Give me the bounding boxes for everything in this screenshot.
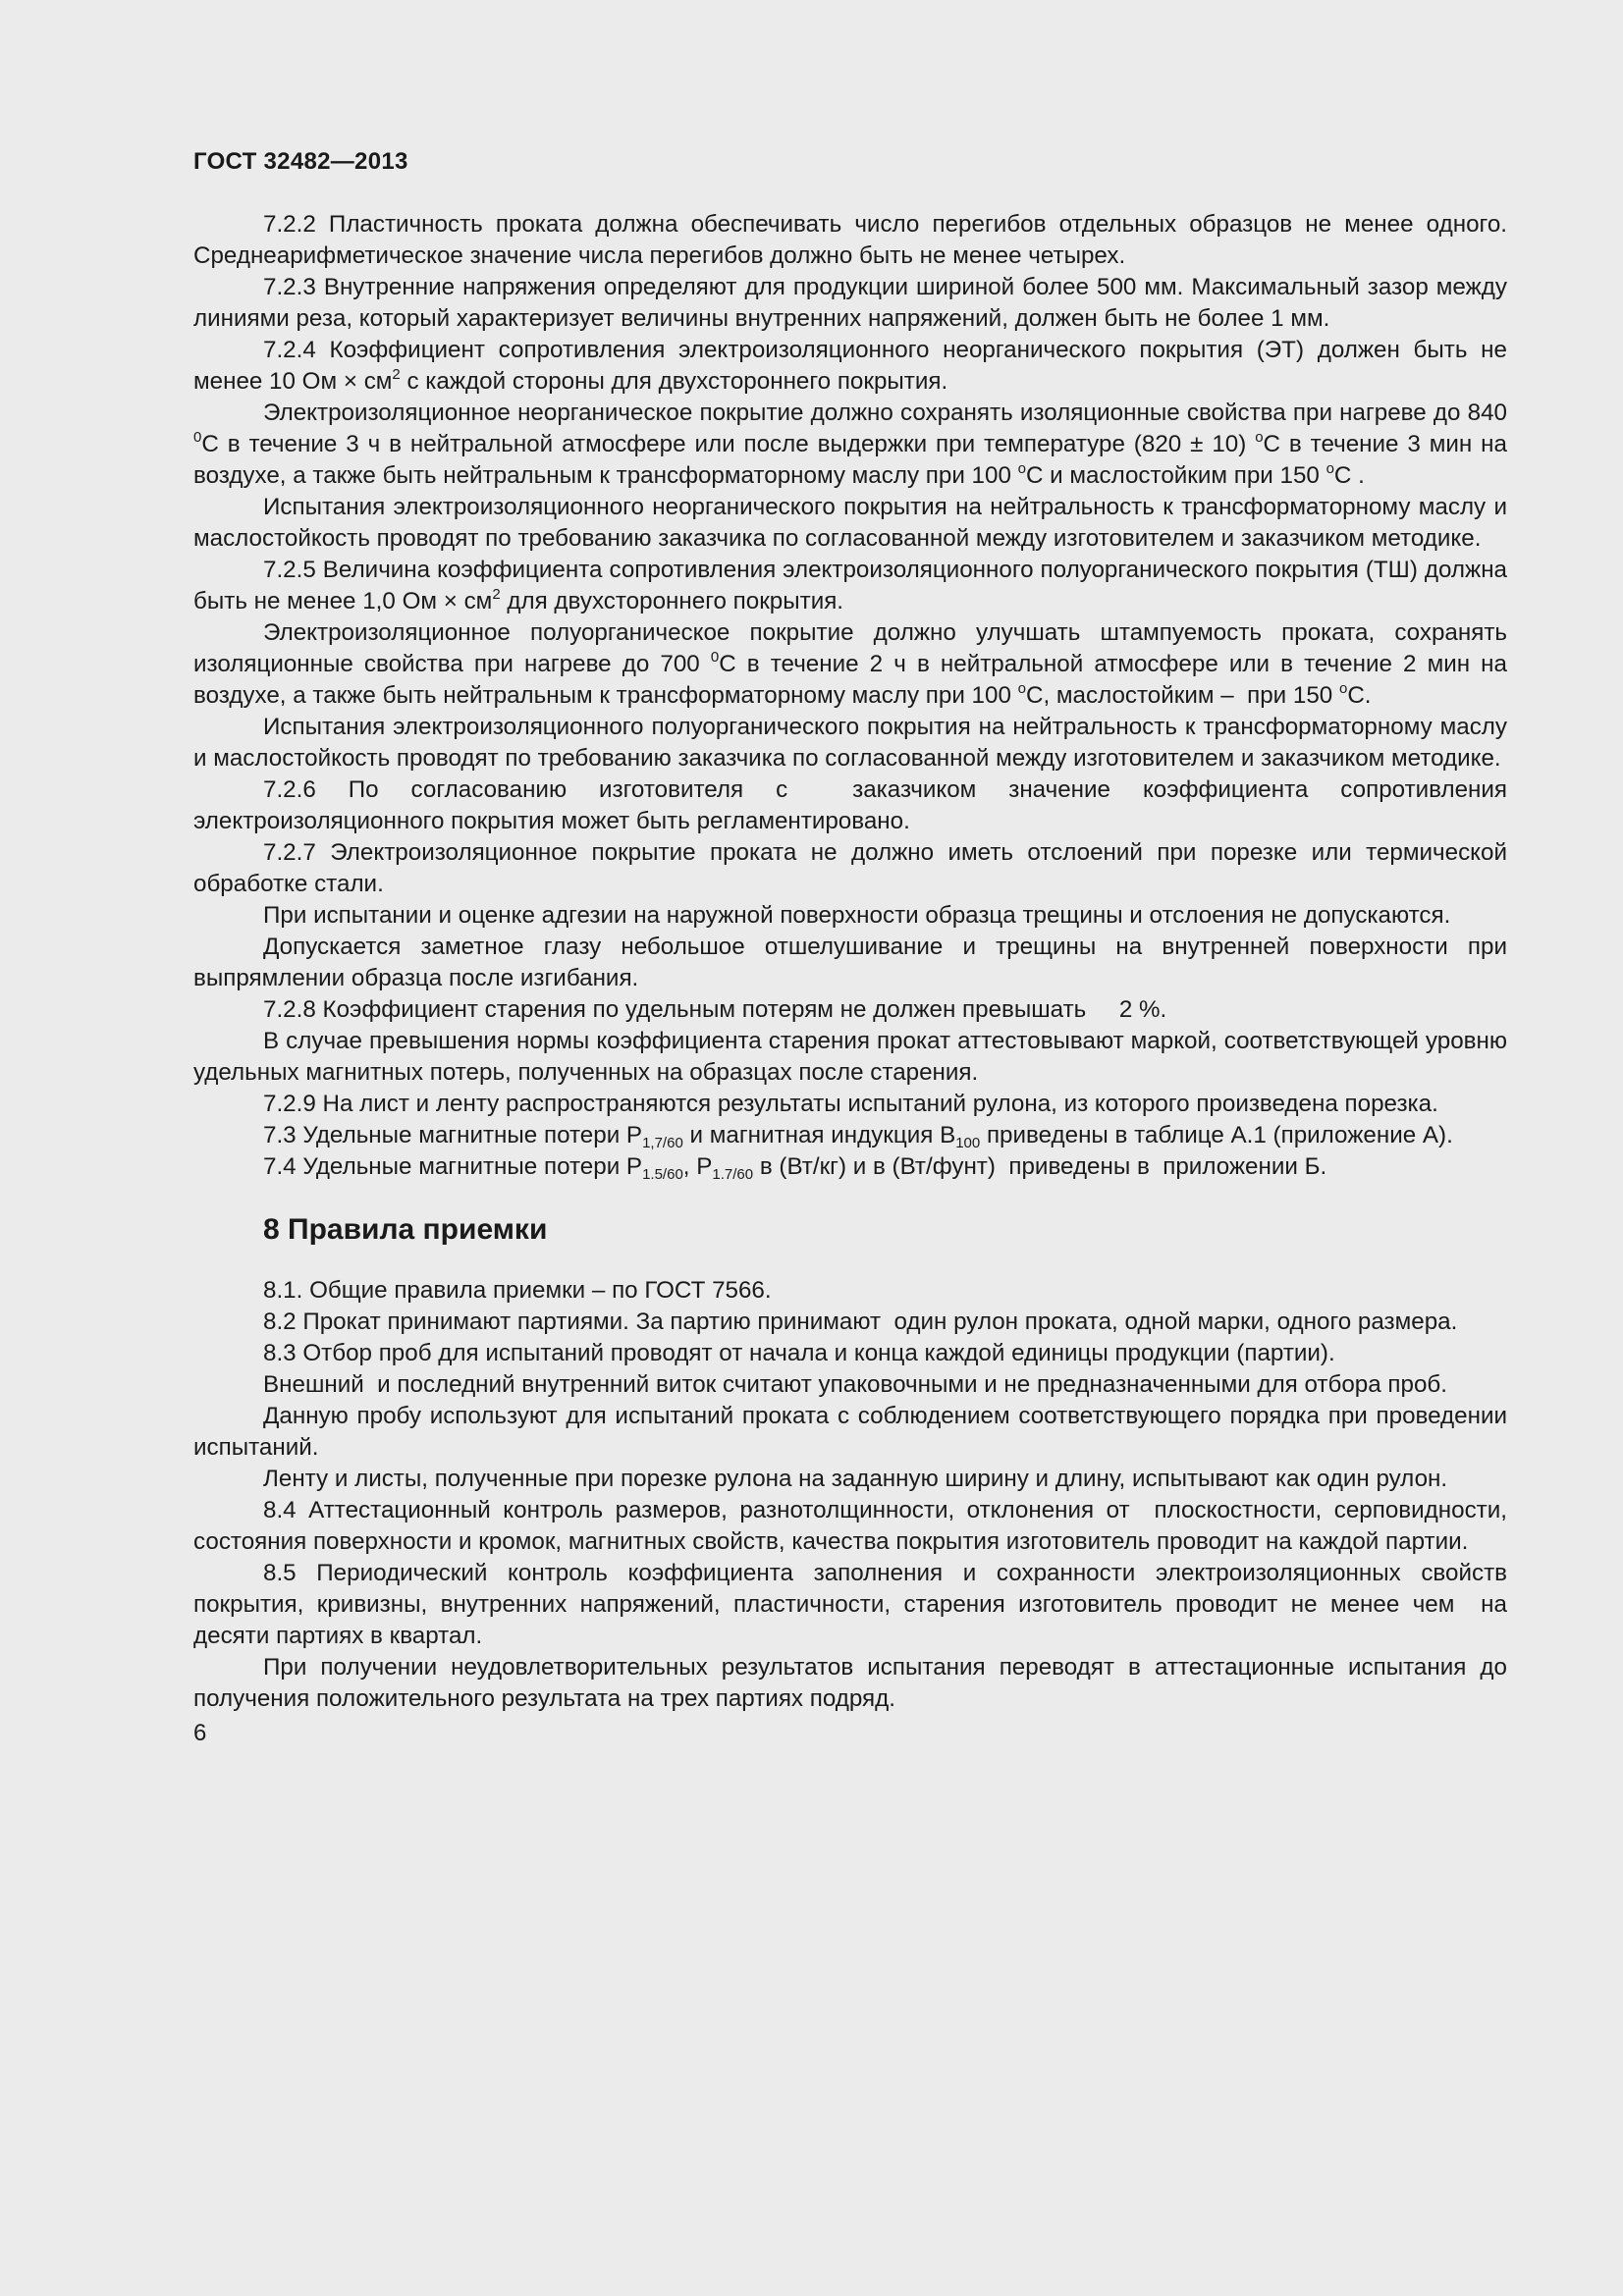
section-8-title: 8 Правила приемки xyxy=(263,1213,548,1246)
paragraph-7-2-5: 7.2.5 Величина коэффициента сопротивления электроизоляционного полуорганического покрытия (ТШ) должна быть не менее 1,0 Ом × $см^2$ для двухстороннего покрытия. xyxy=(193,557,1514,614)
paragraph-inorganic-coating: Электроизоляционное неорганическое покрытие должно сохранять изоляционные свойства при нагреве до 840 $^0$С в течение 3 ч в нейтральной атмосфере или после выдержки при температуре (820 ± 10) $^о$С в течение 3 мин на воздухе, а также быть нейтральным к трансформаторному маслу при 100 $^о$С и маслостойким при 150 $^о$С . xyxy=(193,400,1514,489)
paragraph-7-4: 7.4 Удельные магнитные потери $Р_{1.5/60}$, $Р_{1.7/60}$ в (Вт/кг) и в (Вт/фунт) приведены в приложении Б. xyxy=(263,1153,1327,1183)
paragraph-7-2-7: 7.2.7 Электроизоляционное покрытие проката не должно иметь отслоений при порезке или термической обработке стали. xyxy=(193,839,1514,897)
page-number: 6 xyxy=(193,1720,207,1746)
document-page xyxy=(193,147,1528,1748)
paragraph-sample-use: Данную пробу используют для испытаний проката с соблюдением соответствующего порядка при проведении испытаний. xyxy=(193,1403,1514,1461)
paragraph-strip-sheets: Ленту и листы, полученные при порезке рулона на заданную ширину и длину, испытывают как один рулон. xyxy=(263,1466,1448,1492)
paragraph-8-3: 8.3 Отбор проб для испытаний проводят от начала и конца каждой единицы продукции (партии). xyxy=(263,1340,1335,1366)
paragraph-aging: В случае превышения нормы коэффициента старения прокат аттестовывают маркой, соответствующей уровню удельных магнитных потерь, полученных на образцах после старения. xyxy=(193,1028,1514,1086)
paragraph-7-3: 7.3 Удельные магнитные потери $Р_{1,7/60}$ и магнитная индукция $В_{100}$ приведены в таблице А.1 (приложение А). xyxy=(263,1122,1453,1151)
paragraph-7-2-9: 7.2.9 На лист и ленту распространяются результаты испытаний рулона, из которого произведена порезка. xyxy=(263,1091,1438,1117)
document-header: ГОСТ 32482—2013 xyxy=(193,148,408,175)
paragraph-7-2-4: 7.2.4 Коэффициент сопротивления электроизоляционного неорганического покрытия (ЭТ) должен быть не менее 10 Ом × $см^2$ с каждой стороны для двухстороннего покрытия. xyxy=(193,337,1514,395)
paragraph-7-2-6: 7.2.6 По согласованию изготовителя с заказчиком значение коэффициента сопротивления электроизоляционного покрытия может быть регламентировано. xyxy=(193,776,1514,834)
paragraph-8-5: 8.5 Периодический контроль коэффициента заполнения и сохранности электроизоляционных свойств покрытия, кривизны, внутренних напряжений, пластичности, старения изготовитель проводит не менее чем на десяти партиях в квартал. xyxy=(193,1560,1514,1649)
paragraph-semiorganic-tests: Испытания электроизоляционного полуорганического покрытия на нейтральность к трансформаторному маслу и маслостойкость проводят по требованию заказчика по согласованной между изготовителем и заказчиком методике. xyxy=(193,714,1514,772)
paragraph-unsatisfactory: При получении неудовлетворительных результатов испытания переводят в аттестационные испытания до получения положительного результата на трех партиях подряд. xyxy=(193,1654,1514,1712)
paragraph-7-2-2: 7.2.2 Пластичность проката должна обеспечивать число перегибов отдельных образцов не менее одного. Среднеарифметическое значение числа перегибов должно быть не менее четырех. xyxy=(193,211,1514,269)
paragraph-adhesion: При испытании и оценке адгезии на наружной поверхности образца трещины и отслоения не допускаются. xyxy=(263,902,1451,929)
paragraph-8-2: 8.2 Прокат принимают партиями. За партию принимают один рулон проката, одной марки, одного размера. xyxy=(263,1308,1458,1335)
paragraph-7-2-8: 7.2.8 Коэффициент старения по удельным потерям не должен превышать 2 %. xyxy=(263,996,1167,1023)
paragraph-8-1: 8.1. Общие правила приемки – по ГОСТ 7566. xyxy=(263,1277,772,1304)
paragraph-semiorganic-coating: Электроизоляционное полуорганическое покрытие должно улучшать штампуемость проката, сохранять изоляционные свойства при нагреве до 700 $^0$С в течение 2 ч в нейтральной атмосфере или в течение 2 мин на воздухе, а также быть нейтральным к трансформаторному маслу при 100 $^о$С, маслостойким – при 150 $^о$С. xyxy=(193,619,1514,709)
paragraph-inorganic-tests: Испытания электроизоляционного неорганического покрытия на нейтральность к трансформаторному маслу и маслостойкость проводят по требованию заказчика по согласованной между изготовителем и заказчиком методике. xyxy=(193,494,1514,552)
paragraph-8-4: 8.4 Аттестационный контроль размеров, разнотолщинности, отклонения от плоскостности, серповидности, состояния поверхности и кромок, магнитных свойств, качества покрытия изготовитель проводит на каждой партии. xyxy=(193,1497,1528,1555)
paragraph-outer-turn: Внешний и последний внутренний виток считают упаковочными и не предназначенными для отбора проб. xyxy=(263,1371,1448,1398)
paragraph-7-2-3: 7.2.3 Внутренние напряжения определяют для продукции шириной более 500 мм. Максимальный зазор между линиями реза, который характеризует величины внутренних напряжений, должен быть не более 1 мм. xyxy=(193,274,1514,332)
paragraph-peeling: Допускается заметное глазу небольшое отшелушивание и трещины на внутренней поверхности при выпрямлении образца после изгибания. xyxy=(193,934,1514,991)
